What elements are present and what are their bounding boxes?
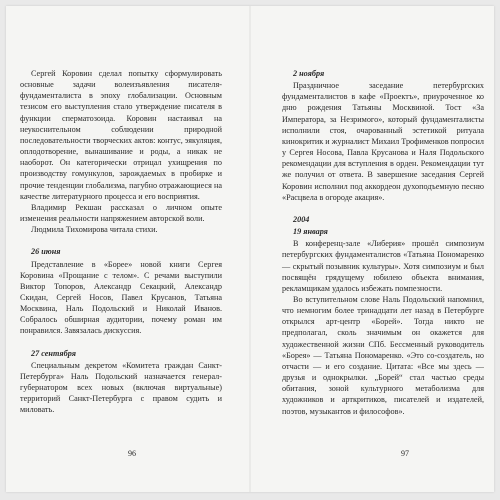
paragraph: Во вступительном слове Наль Подольский напомнил, что немногим более тринадцати лет назад в Петербурге открылся арт-центр «Борей». Тогда никто не предполагал, сколь значимым он окажется для художественной жизни СПб. Бессменный руководитель «Борея» — Татьяна Пономаренко. «Это со-создатель, но отчасти — и его создание. Цитата: «Все мы здесь — друзья и однокрылки. „Борей“ стал частью среды обитания, зоной культурного метаболизма для художников и арткритиков, писателей и издателей, поэтов, музыкантов и философов». <box>282 294 484 416</box>
paragraph: Сергей Коровин сделал попытку сформулировать основные задачи волеизъявления писателя-фундаменталиста в эпоху глобализации. Основным тезисом его выступления стало утверждение писателя в функции сперматозоида. Коровин настаивал на неукоснительном соблюдении природной последовательности творческих актов: контус, эякуляция, оплодотворение, вынашивание и роды, а никак не наоборот. Он категорически отрицал ухищрения по производству гомункулов, зарождаемых в пробирке и прочие тенденции глобализма, пагубно отражающиеся на качестве литературного процесса и его восприятия. <box>20 69 222 201</box>
book-spread <box>6 6 494 492</box>
paragraph: Специальным декретом «Комитета граждан Санкт-Петербурга» Наль Подольский назначается генерал-губернатором всех новых (включая виртуальные) территорий Санкт-Петербурга с правом судить и миловать. <box>20 360 222 415</box>
date-heading: 2 ноября <box>293 69 325 78</box>
paragraph: Людмила Тихомирова читала стихи. <box>31 225 158 235</box>
date-heading: 26 июня <box>31 247 61 257</box>
paragraph: Праздничное заседание петербургских фундаменталистов в кафе «Проектъ», приуроченное ко дню рождения Татьяны Москвиной. Тост «За Императора, за Незримого», который фундаменталисты исполнили стоя, очарованный эстетикой ритуала кинокритик и журналист Михаил Трофименков попросил у Сергея Носова, Павла Крусанова и Наля Подольского рекомендации для вступления в орден. Рекомендации тут же получил от ответа. В завершение заседания Сергей Коровин исполнил под аккордеон духоподъемную песню «Расцвела в огороде акация». <box>282 81 484 202</box>
left-page-text <box>20 68 222 416</box>
right-page-text <box>282 68 484 417</box>
book-gutter <box>249 6 251 492</box>
paragraph: В конференц-зале «Либерия» прошёл симпозиум петербургских фундаменталистов «Татьяна Пономаренко — скрытый позывник культуры». Хотя симпозиум и был посвящён грядущему юбилею объекта внимания, рекламщикам удалось избежать помпезности. <box>282 239 484 293</box>
date-heading: 19 января <box>293 227 328 237</box>
left-page-number: 96 <box>128 449 136 458</box>
date-heading: 2004 <box>293 214 310 224</box>
paragraph: Владимир Рекшан рассказал о личном опыте изменения реальности напряжением авторской воли. <box>20 202 222 224</box>
date-heading: 27 сентября <box>31 348 76 358</box>
paragraph: Представление в «Борее» новой книги Сергея Коровина «Прощание с телом». С речами выступили Виктор Топоров, Александр Секацкий, Александр Скидан, Сергей Носов, Павел Крусанов, Татьяна Москвина, Наль Подольский и Николай Иванов. Собралось обширная аудитории, почему роман им понравился. Завязалась дискуссия. <box>20 259 222 336</box>
right-page-number: 97 <box>401 449 409 458</box>
